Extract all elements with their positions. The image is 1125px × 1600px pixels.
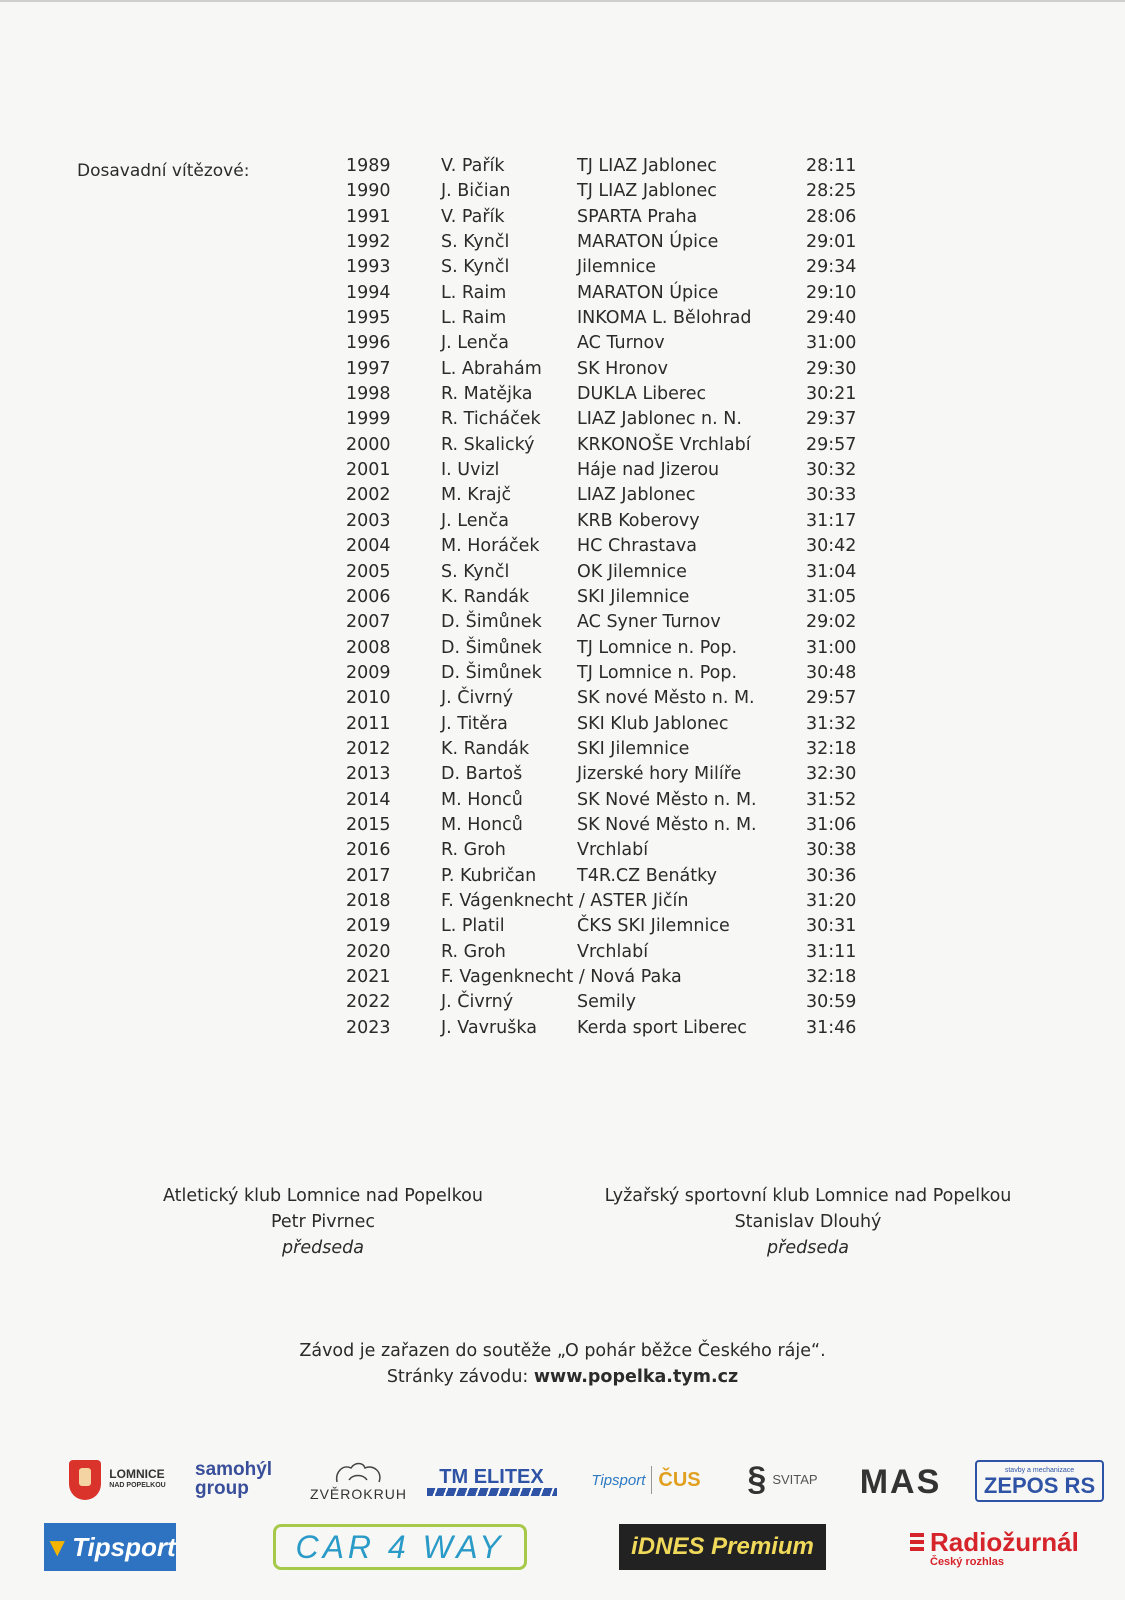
winner-club: SK Nové Město n. M. <box>577 789 757 810</box>
winner-name: K. Randák <box>441 586 530 607</box>
winner-year: 2018 <box>346 890 391 911</box>
winner-name: L. Abrahám <box>441 358 542 379</box>
winner-year: 2000 <box>346 434 391 455</box>
samohyl-text: samohýl <box>195 1459 273 1480</box>
winner-time: 31:46 <box>806 1017 857 1038</box>
tm-elitex-text: TM ELITEX <box>439 1466 544 1488</box>
signature-person: Stanislav Dlouhý <box>734 1212 882 1232</box>
lomnice-logo <box>60 1458 175 1502</box>
winner-name: J. Lenča <box>441 333 509 354</box>
winner-club: LIAZ Jablonec <box>577 485 696 506</box>
winner-name: D. Šimůnek <box>441 662 542 683</box>
winner-name: L. Platil <box>441 916 505 937</box>
winner-year: 2021 <box>346 967 391 987</box>
table-row <box>0 560 1125 585</box>
winner-club: SKI Klub Jablonec <box>577 713 729 734</box>
winner-club: ČKS SKI Jilemnice <box>577 916 730 937</box>
winner-time: 30:48 <box>806 662 857 683</box>
table-row <box>0 1016 1125 1041</box>
winner-club: SPARTA Praha <box>577 206 698 227</box>
table-row <box>0 661 1125 686</box>
winner-year: 2004 <box>346 536 391 557</box>
winner-time: 28:11 <box>806 156 857 176</box>
table-row <box>0 407 1125 432</box>
tipsport-text: Tipsport <box>72 1531 176 1562</box>
radiozurnal-text: Radiožurnál <box>930 1527 1079 1557</box>
winner-name: P. Kubričan <box>441 865 537 886</box>
winner-year: 1996 <box>346 333 391 354</box>
table-row <box>0 712 1125 737</box>
winner-club: AC Turnov <box>577 333 665 354</box>
winner-club: Jilemnice <box>577 257 657 278</box>
table-row <box>0 585 1125 610</box>
winner-club: AC Syner Turnov <box>577 612 721 633</box>
winner-name: M. Honců <box>441 814 523 835</box>
winner-name: F. Vagenknecht / Nová Paka <box>441 967 682 987</box>
table-row <box>0 509 1125 534</box>
logo-separator <box>651 1466 652 1494</box>
winner-time: 30:21 <box>806 384 857 405</box>
table-row <box>0 990 1125 1015</box>
winner-time: 30:59 <box>806 992 857 1013</box>
zepos-logo <box>975 1460 1104 1502</box>
winner-club: SK nové Město n. M. <box>577 688 755 709</box>
table-row <box>0 205 1125 230</box>
tm-elitex-logo <box>424 1463 559 1499</box>
winner-name: D. Šimůnek <box>441 637 542 658</box>
table-row <box>0 813 1125 838</box>
cesky-rozhlas-text: Český rozhlas <box>930 1556 1004 1568</box>
table-row <box>0 788 1125 813</box>
table-row <box>0 889 1125 914</box>
table-row <box>0 382 1125 407</box>
group-text: group <box>195 1478 249 1499</box>
zepos-text: ZEPOS RS <box>983 1472 1096 1498</box>
table-row <box>0 914 1125 939</box>
winner-time: 32:30 <box>806 764 857 785</box>
winner-club: OK Jilemnice <box>577 561 687 582</box>
winner-club: KRKONOŠE Vrchlabí <box>577 434 751 455</box>
signature-org: Atletický klub Lomnice nad Popelkou <box>163 1186 483 1206</box>
table-row <box>0 281 1125 306</box>
winner-time: 30:42 <box>806 536 857 557</box>
winner-club: KRB Koberovy <box>577 510 700 531</box>
table-row <box>0 686 1125 711</box>
winner-name: M. Horáček <box>441 536 540 557</box>
winner-name: J. Čivrný <box>441 992 514 1013</box>
winner-name: R. Groh <box>441 840 506 861</box>
note-line-1: Závod je zařazen do soutěže „O pohár běžce Českého ráje“. <box>299 1341 826 1361</box>
winner-club: Semily <box>577 992 637 1013</box>
winner-club: SK Hronov <box>577 358 668 379</box>
table-row <box>0 940 1125 965</box>
idnes-text: iDNES Premium <box>631 1533 814 1560</box>
winner-name: M. Krajč <box>441 485 512 506</box>
winner-year: 2022 <box>346 992 391 1013</box>
winner-time: 30:32 <box>806 460 857 481</box>
table-row <box>0 610 1125 635</box>
zverokruh-logo <box>306 1456 411 1506</box>
signature-person: Petr Pivrnec <box>270 1212 376 1232</box>
coat-of-arms-icon <box>69 1460 101 1500</box>
winners-table <box>0 154 1125 1041</box>
race-website-link[interactable]: www.popelka.tym.cz <box>533 1367 739 1387</box>
mas-text: MAS <box>859 1462 942 1501</box>
winner-time: 31:00 <box>806 637 857 658</box>
winner-year: 2003 <box>346 510 391 531</box>
winner-name: L. Raim <box>441 282 507 303</box>
tipsport-small-logo <box>576 1462 716 1498</box>
winner-name: J. Bičian <box>441 181 511 202</box>
tipsport-logo <box>44 1523 176 1571</box>
note-prefix: Stránky závodu: <box>386 1367 534 1387</box>
winner-club: TJ Lomnice n. Pop. <box>577 637 738 658</box>
zepos-subtext: stavby a mechanizace <box>1004 1466 1075 1474</box>
winner-club: Kerda sport Liberec <box>577 1017 747 1038</box>
winner-club: Vrchlabí <box>577 840 649 861</box>
winner-time: 29:01 <box>806 232 857 253</box>
winner-year: 1998 <box>346 384 391 405</box>
winner-time: 28:06 <box>806 206 857 227</box>
winner-year: 2019 <box>346 916 391 937</box>
table-row <box>0 534 1125 559</box>
winner-year: 2016 <box>346 840 391 861</box>
signature-org: Lyžařský sportovní klub Lomnice nad Popelkou <box>604 1186 1012 1206</box>
winner-year: 2013 <box>346 764 391 785</box>
signature-left <box>103 1183 543 1261</box>
winner-time: 31:52 <box>806 789 857 810</box>
winner-name: J. Titěra <box>441 713 508 734</box>
cus-icon: ČUS <box>658 1468 701 1491</box>
winner-club: DUKLA Liberec <box>577 384 707 405</box>
winner-name: R. Matějka <box>441 384 533 405</box>
winner-year: 2008 <box>346 637 391 658</box>
winner-time: 29:10 <box>806 282 857 303</box>
table-row <box>0 179 1125 204</box>
tipsport-small-text: Tipsport <box>591 1471 646 1489</box>
lomnice-text: LOMNICE <box>109 1467 165 1481</box>
winner-year: 2014 <box>346 789 391 810</box>
winner-time: 29:40 <box>806 308 857 329</box>
winner-time: 31:05 <box>806 586 857 607</box>
winner-time: 30:33 <box>806 485 857 506</box>
winner-time: 28:25 <box>806 181 857 202</box>
samohyl-group-logo <box>195 1457 280 1501</box>
winner-name: I. Uvizl <box>441 460 500 481</box>
winner-name: D. Bartoš <box>441 764 523 785</box>
winner-club: LIAZ Jablonec n. N. <box>577 409 742 430</box>
svitap-logo <box>735 1454 830 1504</box>
winner-year: 2011 <box>346 713 391 734</box>
winner-year: 2012 <box>346 738 391 759</box>
winner-time: 31:04 <box>806 561 857 582</box>
table-row <box>0 458 1125 483</box>
winner-name: K. Randák <box>441 738 530 759</box>
winner-time: 31:11 <box>806 941 857 962</box>
winner-club: MARATON Úpice <box>577 282 719 303</box>
winner-year: 1991 <box>346 206 391 227</box>
winner-name: S. Kynčl <box>441 561 510 582</box>
winner-year: 2020 <box>346 941 391 962</box>
svitap-text: SVITAP <box>772 1471 818 1487</box>
winner-year: 1989 <box>346 156 391 176</box>
winner-time: 32:18 <box>806 738 857 759</box>
winner-time: 29:30 <box>806 358 857 379</box>
winner-time: 30:38 <box>806 840 857 861</box>
tm-elitex-stripe <box>427 1488 557 1496</box>
winner-name: R. Ticháček <box>441 409 541 430</box>
winner-time: 29:57 <box>806 688 857 709</box>
tipsport-v-icon: ▼ <box>44 1531 71 1562</box>
winner-club: SK Nové Město n. M. <box>577 814 757 835</box>
winner-time: 31:00 <box>806 333 857 354</box>
winner-name: D. Šimůnek <box>441 612 542 633</box>
winner-year: 2001 <box>346 460 391 481</box>
table-row <box>0 965 1125 990</box>
lomnice-subtext: NAD POPELKOU <box>109 1482 166 1489</box>
winner-name: M. Honců <box>441 789 523 810</box>
table-row <box>0 762 1125 787</box>
winner-year: 2005 <box>346 561 391 582</box>
table-row <box>0 838 1125 863</box>
cat-outline-icon <box>333 1460 385 1486</box>
table-row <box>0 230 1125 255</box>
winner-name: V. Pařík <box>441 156 505 176</box>
table-row <box>0 737 1125 762</box>
table-row <box>0 483 1125 508</box>
winner-time: 32:18 <box>806 967 857 987</box>
winner-year: 2006 <box>346 586 391 607</box>
zverokruh-text: ZVĚROKRUH <box>310 1486 407 1502</box>
winner-name: R. Skalický <box>441 434 535 455</box>
winner-club: Háje nad Jizerou <box>577 460 720 481</box>
table-row <box>0 154 1125 179</box>
winner-time: 29:34 <box>806 257 857 278</box>
winner-name: R. Groh <box>441 941 506 962</box>
winner-time: 31:32 <box>806 713 857 734</box>
winner-name: J. Čivrný <box>441 688 514 709</box>
winner-name: V. Pařík <box>441 206 505 227</box>
table-row <box>0 306 1125 331</box>
winner-club: HC Chrastava <box>577 536 697 557</box>
winner-time: 30:31 <box>806 916 857 937</box>
winner-time: 29:57 <box>806 434 857 455</box>
winner-club: SKI Jilemnice <box>577 738 690 759</box>
signature-right <box>588 1183 1028 1261</box>
winner-club: Vrchlabí <box>577 941 649 962</box>
winner-club: INKOMA L. Bělohrad <box>577 308 752 329</box>
table-row <box>0 864 1125 889</box>
car4way-logo <box>273 1524 527 1570</box>
winner-time: 29:02 <box>806 612 857 633</box>
winner-club: TJ Lomnice n. Pop. <box>577 662 738 683</box>
radio-bars-icon <box>910 1533 924 1551</box>
winner-club: TJ LIAZ Jablonec <box>577 156 717 176</box>
competition-note <box>0 1338 1125 1390</box>
signature-role: předseda <box>282 1238 364 1258</box>
svitap-s-icon: § <box>747 1459 767 1498</box>
winner-year: 2007 <box>346 612 391 633</box>
table-row <box>0 331 1125 356</box>
winner-year: 1992 <box>346 232 391 253</box>
winner-year: 1994 <box>346 282 391 303</box>
winner-year: 2010 <box>346 688 391 709</box>
winner-year: 1995 <box>346 308 391 329</box>
winner-year: 2023 <box>346 1017 391 1038</box>
winner-name: J. Lenča <box>441 510 509 531</box>
note-line-2 <box>0 1364 1125 1390</box>
winner-time: 31:17 <box>806 510 857 531</box>
winner-name: S. Kynčl <box>441 232 510 253</box>
scan-top-edge <box>0 0 1125 2</box>
winner-year: 2015 <box>346 814 391 835</box>
winner-time: 31:06 <box>806 814 857 835</box>
winner-year: 1990 <box>346 181 391 202</box>
winner-year: 1999 <box>346 409 391 430</box>
winners-label: Dosavadní vítězové: <box>77 161 250 181</box>
radiozurnal-logo <box>910 1524 1090 1572</box>
winner-year: 2009 <box>346 662 391 683</box>
idnes-premium-logo <box>619 1524 826 1570</box>
winner-club: T4R.CZ Benátky <box>577 865 718 886</box>
winner-club: SKI Jilemnice <box>577 586 690 607</box>
winner-year: 2017 <box>346 865 391 886</box>
table-row <box>0 255 1125 280</box>
signature-role: předseda <box>767 1238 849 1258</box>
table-row <box>0 357 1125 382</box>
winner-name: L. Raim <box>441 308 507 329</box>
table-row <box>0 433 1125 458</box>
winner-year: 1997 <box>346 358 391 379</box>
winner-club: MARATON Úpice <box>577 232 719 253</box>
winner-name: S. Kynčl <box>441 257 510 278</box>
winner-time: 31:20 <box>806 890 857 911</box>
winner-year: 1993 <box>346 257 391 278</box>
winner-year: 2002 <box>346 485 391 506</box>
winner-name: F. Vágenknecht / ASTER Jičín <box>441 890 689 911</box>
winner-name: J. Vavruška <box>441 1017 537 1038</box>
mas-logo <box>843 1460 958 1504</box>
winner-time: 30:36 <box>806 865 857 886</box>
winner-club: Jizerské hory Milíře <box>577 764 742 785</box>
table-row <box>0 636 1125 661</box>
winner-club: TJ LIAZ Jablonec <box>577 181 717 202</box>
car4way-text: CAR 4 WAY <box>295 1528 505 1565</box>
winner-time: 29:37 <box>806 409 857 430</box>
